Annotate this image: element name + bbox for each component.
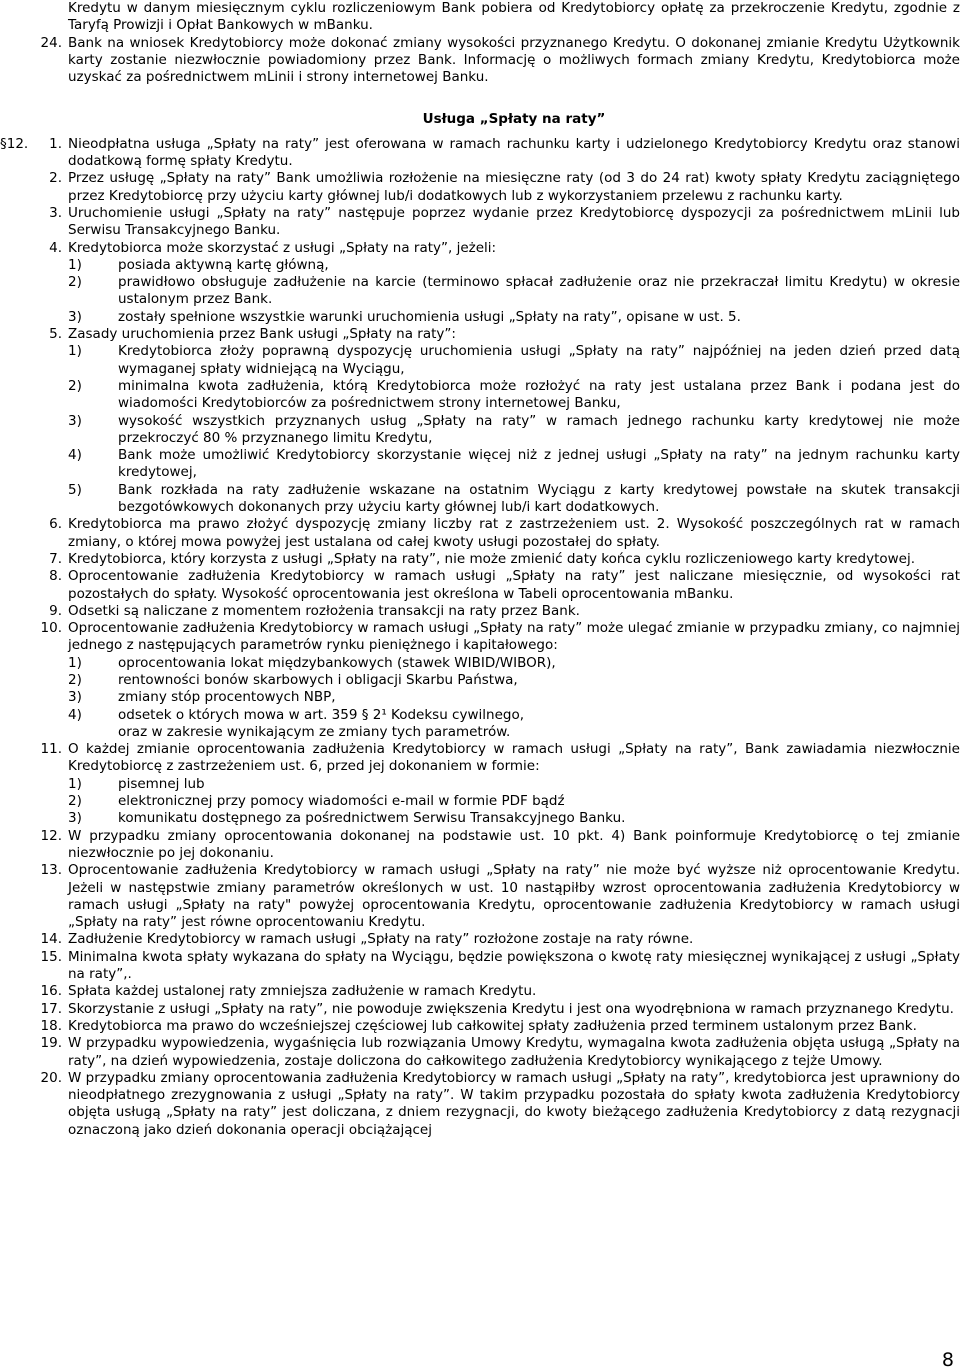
sub-item-number: 1) bbox=[68, 256, 82, 273]
item-number: 20. bbox=[40, 1069, 62, 1086]
list-item bbox=[49, 239, 960, 257]
list-item bbox=[40, 620, 960, 655]
item-text: Nieodpłatna usługa „Spłaty na raty” jest oferowana w ramach rachunku karty i udzielonego Kredytobiorcy Kredytu oraz stanowi dodatkową formę spłaty Kredytu. bbox=[68, 135, 960, 170]
sub-item-text: Bank rozkłada na raty zadłużenie wskazane na ostatnim Wyciągu z karty kredytowej powstałe na skutek transakcji bezgotówkowych dokonanych przy użyciu karty głównej lub/i kart dodatkowych. bbox=[118, 481, 960, 516]
sub-item-text: oprocentowania lokat międzybankowych (stawek WIBID/WIBOR), bbox=[118, 654, 556, 671]
sub-item-text: elektronicznej przy pomocy wiadomości e-mail w formie PDF bądź bbox=[118, 793, 565, 810]
list-item bbox=[49, 550, 960, 568]
item-text: Skorzystanie z usługi „Spłaty na raty”, nie powoduje zwiększenia Kredytu i jest ona wyodrębniona w ramach przyznanego Kredytu. bbox=[68, 1000, 954, 1017]
list-item bbox=[0, 135, 960, 171]
item-text: Kredytobiorca ma prawo złożyć dyspozycję zmiany liczby rat z zastrzeżeniem ust. 2. Wysokość poszczególnych rat w ramach zmiany, o której mowa powyżej jest ustalana od całej kwoty usługi pozostałej do spłaty. bbox=[68, 516, 960, 550]
list-item bbox=[40, 983, 960, 1000]
sub-item-text: zostały spełnione wszystkie warunki uruchomienia usługi „Spłaty na raty”, opisane w ust. 5. bbox=[118, 308, 741, 325]
item-number: 4. bbox=[49, 239, 62, 256]
item-number: 10. bbox=[40, 620, 62, 637]
sub-item bbox=[68, 810, 960, 827]
sub-item-number: 3) bbox=[68, 689, 82, 706]
item-number: 15. bbox=[40, 948, 62, 965]
item-text: W przypadku zmiany oprocentowania dokonanej na podstawie ust. 10 pkt. 4) Bank poinformuje Kredytobiorcę o tej zmianie niezwłocznie po jej dokonaniu. bbox=[68, 827, 960, 861]
list-item bbox=[40, 862, 960, 931]
sub-item bbox=[68, 256, 960, 274]
item-number: 18. bbox=[40, 1017, 62, 1034]
sub-item-number: 5) bbox=[68, 481, 82, 498]
item-text: Spłata każdej ustalonej raty zmniejsza zadłużenie w ramach Kredytu. bbox=[68, 983, 537, 1000]
sub-item bbox=[68, 377, 960, 413]
sub-item bbox=[68, 481, 960, 517]
section-number: §12. bbox=[0, 135, 29, 152]
item-number: 14. bbox=[40, 931, 62, 948]
sub-item bbox=[68, 689, 960, 706]
item-text: Odsetki są naliczane z momentem rozłożenia transakcji na raty przez Bank. bbox=[68, 602, 580, 619]
sub-item-text: komunikatu dostępnego za pośrednictwem Serwisu Transakcyjnego Banku. bbox=[118, 810, 626, 827]
sub-item-number: 3) bbox=[68, 412, 82, 429]
sub-item-text: pisemnej lub bbox=[118, 775, 205, 792]
list-item bbox=[40, 741, 960, 776]
section-items bbox=[0, 135, 960, 1139]
section-heading: Usługa „Spłaty na raty” bbox=[422, 111, 606, 128]
sub-item-text: Bank może umożliwić Kredytobiorcy skorzystanie więcej niż z jednej usługi „Spłaty na raty” na jednym rachunku karty kredytowej, bbox=[118, 447, 960, 481]
sub-item-number: 1) bbox=[68, 654, 82, 671]
sub-item-text: minimalna kwota zadłużenia, którą Kredytobiorca może rozłożyć na raty jest ustalana przez Bank i podana jest do wiadomości Kredytobiorców za pośrednictwem strony internetowej Banku, bbox=[118, 377, 960, 412]
item-number: 3. bbox=[49, 204, 62, 221]
sub-item bbox=[68, 308, 960, 326]
list-item-24 bbox=[40, 34, 960, 87]
item-number: 17. bbox=[40, 1000, 62, 1017]
item-number: 12. bbox=[40, 827, 62, 844]
sub-item-text: rentowności bonów skarbowych i obligacji Skarbu Państwa, bbox=[118, 671, 518, 688]
item-text: Oprocentowanie zadłużenia Kredytobiorcy w ramach usługi „Spłaty na raty” nie może być wyższe niż oprocentowanie Kredytu. Jeżeli w następstwie zmiany parametrów określonych w ust. 10 nastąpiłby wzrost oprocentowania zadłużenia Kredytobiorcy w ramach usługi „Spłaty na raty" powyżej oprocentowania Kredytu, oprocentowanie zadłużenia Kredytobiorcy w ramach usługi „Spłaty na raty” jest równe oprocentowaniu Kredytu. bbox=[68, 862, 960, 931]
item-number: 5. bbox=[49, 326, 62, 343]
item-text: Bank na wniosek Kredytobiorcy może dokonać zmiany wysokości przyznanego Kredytu. O dokonanej zmianie Kredytu Użytkownik karty zostanie niezwłocznie powiadomiony przez Bank. Informację o możliwych formach zmiany Kredytu, Kredytobiorca może uzyskać za pośrednictwem mLinii i strony internetowej Banku. bbox=[68, 34, 960, 86]
sub-item-tail: oraz w zakresie wynikającym ze zmiany tych parametrów. bbox=[118, 723, 511, 740]
sub-item-text: Kredytobiorca złoży poprawną dyspozycję uruchomienia usługi „Spłaty na raty” najpóźniej na jeden dzień przed datą wymaganej spłaty widniejącą na Wyciągu, bbox=[118, 343, 960, 377]
sub-item-text: posiada aktywną kartę główną, bbox=[118, 256, 329, 273]
list-item bbox=[49, 516, 960, 551]
item-text: Minimalna kwota spłaty wykazana do spłaty na Wyciągu, będzie powiększona o kwotę raty miesięcznej wynikającej z usługi „Spłaty na raty”,. bbox=[68, 948, 960, 983]
sub-item-number: 2) bbox=[68, 671, 82, 688]
sub-item bbox=[68, 447, 960, 482]
item-text: Oprocentowanie zadłużenia Kredytobiorcy w ramach usługi „Spłaty na raty” może ulegać zmianie w przypadku zmiany, co najmniej jednego z następujących parametrów rynku pieniężnego i kapitałowego: bbox=[68, 620, 960, 654]
item-number: 6. bbox=[49, 516, 62, 533]
item-text: Zasady uruchomienia przez Bank usługi „Spłaty na raty”: bbox=[68, 326, 456, 343]
item-text: W przypadku zmiany oprocentowania zadłużenia Kredytobiorcy w ramach usługi „Spłaty na raty”, kredytobiorca jest uprawniony do nieodpłatnego zrezygnowania z usługi „Spłaty na raty”. W takim przypadku pozostała do spłaty kwota zadłużenia Kredytobiorcy objęta usługą „Spłaty na raty” jest doliczana, z dniem rezygnacji, do kwoty bieżącego zadłużenia Kredytobiorcy z datą rezygnacji oznaczoną jako dzień dokonania operacji obciążającej bbox=[68, 1069, 960, 1138]
sub-item-number: 3) bbox=[68, 308, 82, 325]
sub-item-text: wysokość wszystkich przyznanych usług „Spłaty na raty” w ramach jednego rachunku karty kredytowej nie może przekroczyć 80 % przyznanego limitu Kredytu, bbox=[118, 412, 960, 446]
item-number: 19. bbox=[40, 1035, 62, 1052]
item-text: Zadłużenie Kredytobiorcy w ramach usługi „Spłaty na raty” rozłożone zostaje na raty równe. bbox=[68, 931, 694, 948]
item-number: 8. bbox=[49, 568, 62, 585]
sub-item bbox=[68, 274, 960, 309]
list-item bbox=[40, 948, 960, 984]
sub-item bbox=[68, 654, 960, 672]
sub-item-number: 1) bbox=[68, 775, 82, 792]
sub-item bbox=[68, 671, 960, 689]
sub-item bbox=[68, 793, 960, 810]
sub-item bbox=[68, 706, 960, 724]
item-text: Uruchomienie usługi „Spłaty na raty” następuje poprzez wydanie przez Kredytobiorcę dyspozycji za pośrednictwem mLinii lub Serwisu Transakcyjnego Banku. bbox=[68, 204, 960, 239]
item-number: 2. bbox=[49, 170, 62, 187]
list-item bbox=[49, 204, 960, 240]
sub-item-number: 3) bbox=[68, 810, 82, 827]
list-item bbox=[49, 170, 960, 205]
list-item bbox=[49, 602, 960, 620]
list-item bbox=[40, 1017, 960, 1035]
item-text: Kredytobiorca może skorzystać z usługi „Spłaty na raty”, jeżeli: bbox=[68, 239, 497, 256]
sub-item bbox=[68, 412, 960, 448]
item-number: 13. bbox=[40, 862, 62, 879]
item-text: Kredytobiorca ma prawo do wcześniejszej częściowej lub całkowitej spłaty zadłużenia przed terminem ustalonym przez Bank. bbox=[68, 1017, 917, 1034]
list-item bbox=[49, 326, 960, 343]
item-text: Kredytobiorca, który korzysta z usługi „Spłaty na raty”, nie może zmienić daty końca cyklu rozliczeniowego karty kredytowej. bbox=[68, 550, 916, 567]
item-number: 1. bbox=[49, 135, 62, 152]
sub-item-number: 2) bbox=[68, 377, 82, 394]
item-text: O każdej zmianie oprocentowania zadłużenia Kredytobiorcy w ramach usługi „Spłaty na raty”, Bank zawiadamia niezwłocznie Kredytobiorcę z zastrzeżeniem ust. 6, przed jej dokonaniem w formie: bbox=[68, 741, 960, 775]
sub-item-number: 2) bbox=[68, 274, 82, 291]
list-item bbox=[40, 1000, 960, 1018]
sub-item bbox=[68, 343, 960, 378]
sub-item-number: 1) bbox=[68, 343, 82, 360]
sub-item-text: prawidłowo obsługuje zadłużenie na karcie (terminowo spłacał zadłużenie oraz nie przekraczał limitu Kredytu) w okresie ustalonym przez Bank. bbox=[118, 274, 960, 308]
continuation-paragraph: Kredytu w danym miesięcznym cyklu rozliczeniowym Bank pobiera od Kredytobiorcy opłatę za przekroczenie Kredytu, zgodnie z Taryfą Prowizji i Opłat Bankowych w mBanku. bbox=[68, 0, 960, 34]
item-text: W przypadku wypowiedzenia, wygaśnięcia lub rozwiązania Umowy Kredytu, wymagalna kwota zadłużenia objęta usługą „Spłaty na raty”, na dzień wypowiedzenia, zostaje doliczona do całkowitego zadłużenia Kredytobiorcy wynikającego z tejże Umowy. bbox=[68, 1035, 960, 1069]
sub-item-number: 4) bbox=[68, 447, 82, 464]
list-item bbox=[49, 568, 960, 603]
sub-item bbox=[68, 775, 960, 793]
list-item bbox=[40, 827, 960, 863]
item-text: Oprocentowanie zadłużenia Kredytobiorcy w ramach usługi „Spłaty na raty” jest naliczane miesięcznie, od wysokości rat pozostałych do spłaty. Wysokość oprocentowania jest określona w Tabeli oprocentowania mBanku. bbox=[68, 568, 960, 602]
list-item bbox=[40, 931, 960, 948]
item-number: 9. bbox=[49, 602, 62, 619]
list-item bbox=[40, 1069, 960, 1139]
item-number: 16. bbox=[40, 983, 62, 1000]
page-number: 8 bbox=[941, 1348, 954, 1371]
list-item bbox=[40, 1035, 960, 1070]
sub-item-number: 2) bbox=[68, 793, 82, 810]
sub-item-text: zmiany stóp procentowych NBP, bbox=[118, 689, 336, 706]
item-text: Przez usługę „Spłaty na raty” Bank umożliwia rozłożenie na miesięczne raty (od 3 do 24 rat) kwoty spłaty Kredytu zaciągniętego przez Kredytobiorcę przy użyciu karty głównej lub/i dodatkowych lub z wykorzystaniem przelewu z rachunku karty. bbox=[68, 170, 960, 204]
item-number: 24. bbox=[40, 34, 62, 51]
item-number: 11. bbox=[40, 741, 62, 758]
sub-item-text: odsetek o których mowa w art. 359 § 2¹ Kodeksu cywilnego, bbox=[118, 706, 524, 723]
sub-item-number: 4) bbox=[68, 706, 82, 723]
item-number: 7. bbox=[49, 550, 62, 567]
